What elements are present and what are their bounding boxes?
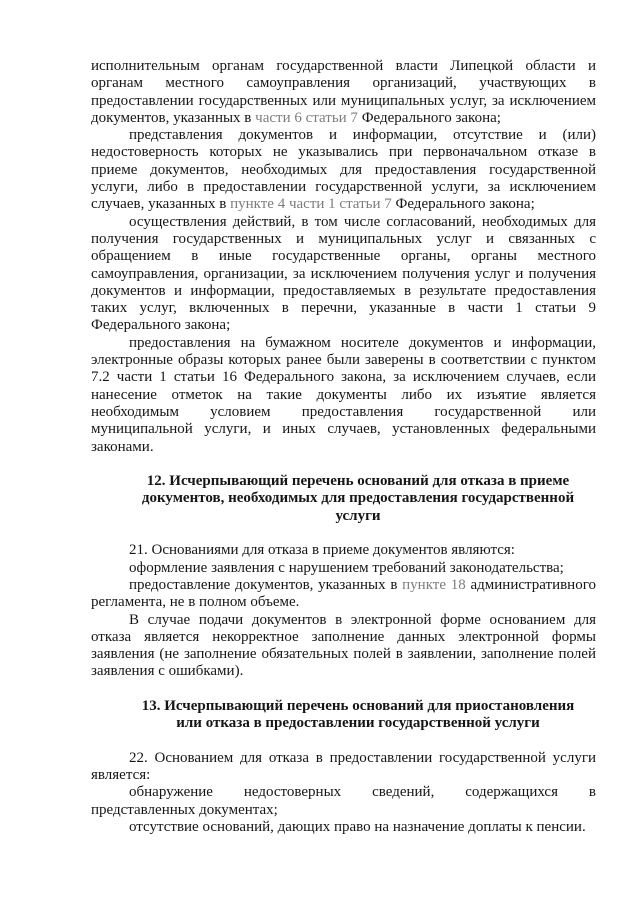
section-heading-line: или отказа в предоставлении государственной услуги — [176, 715, 540, 732]
body-text-line — [91, 110, 596, 127]
text-fragment: Федерального закона; — [357, 109, 501, 126]
body-text-line: получения государственных и муниципальных услуг и связанных с — [91, 230, 596, 247]
body-text-line: законами. — [91, 438, 154, 455]
paragraph-ground-no-entitlement — [91, 819, 596, 836]
law-reference-link[interactable]: части 6 статьи 7 — [255, 109, 358, 126]
body-text-line: 22. Основанием для отказа в предоставлении государственной услуги — [129, 749, 596, 766]
paragraph-documents-information — [91, 127, 596, 213]
body-text-line: муниципальной услуги, и иных случаев, установленных федеральными — [91, 421, 596, 438]
paragraph-actions — [91, 214, 596, 335]
paragraph-continuation — [91, 58, 596, 127]
body-text-line: приеме документов, необходимых для предоставления государственной — [91, 161, 596, 178]
text-fragment: предоставление документов, указанных в — [129, 576, 403, 593]
text-fragment: Федерального закона; — [391, 196, 535, 213]
body-text-line: представленных документах; — [91, 801, 278, 818]
body-text-line: Федерального закона; — [91, 317, 231, 334]
body-text-line: В случае подачи документов в электронной форме основанием для — [129, 611, 596, 628]
section-heading-line: услуги — [335, 507, 381, 524]
body-text-line: самоуправления, организации, за исключением получения услуг и получения — [91, 265, 596, 282]
paragraph-ground-incomplete — [91, 577, 596, 612]
paragraph-ground-false-information — [91, 784, 596, 819]
paragraph-paper-documents — [91, 335, 596, 456]
body-text-line: электронные образы которых ранее были заверены в соответствии с пунктом — [91, 352, 596, 369]
section-heading-line: 12. Исчерпывающий перечень оснований для отказа в приеме — [146, 473, 570, 490]
body-text-line: недостоверность которых не указывались при первоначальном отказе в — [91, 144, 596, 161]
body-text-line: заявления с ошибками). — [91, 663, 244, 680]
section-12-heading — [91, 473, 596, 525]
body-text-line: предоставлении государственных или муниципальных услуг, за исключением — [91, 92, 596, 109]
text-fragment: случаев, указанных в — [91, 196, 231, 213]
paragraph-item-21 — [91, 542, 596, 559]
section-13-heading — [91, 698, 596, 733]
body-text-line: документов и информации, предоставляемых в результате предоставления — [91, 282, 596, 299]
paragraph-item-22 — [91, 750, 596, 785]
section-heading-line: документов, необходимых для предоставления государственной — [141, 490, 575, 507]
body-text-line: предоставления на бумажном носителе документов и информации, — [129, 334, 596, 351]
paragraph-electronic-form — [91, 612, 596, 681]
text-fragment: документов, указанных в — [91, 109, 256, 126]
body-text-line: отказа является некорректное заполнение данных электронной формы — [91, 628, 596, 645]
body-text-line: нанесение отметок на такие документы либо их изъятие является — [91, 386, 596, 403]
section-heading-line: 13. Исчерпывающий перечень оснований для приостановления — [141, 697, 575, 714]
body-text-line: обнаружение недостоверных сведений, содержащихся в — [129, 784, 596, 801]
body-text-line: является: — [91, 767, 151, 784]
body-text-line: оформление заявления с нарушением требований законодательства; — [129, 559, 564, 576]
body-text-line: отсутствие оснований, дающих право на назначение доплаты к пенсии. — [129, 819, 586, 836]
body-text-line: осуществления действий, в том числе согласований, необходимых для — [129, 213, 596, 230]
body-text-line: обращением в иные государственные органы, органы местного — [91, 248, 596, 265]
body-text-line: 7.2 части 1 статьи 16 Федерального закона, за исключением случаев, если — [91, 369, 596, 386]
body-text-line: представления документов и информации, отсутствие и (или) — [129, 127, 596, 144]
body-text-line: 21. Основаниями для отказа в приеме документов являются: — [129, 542, 515, 559]
document-page — [91, 58, 596, 836]
law-reference-link[interactable]: пункте 4 части 1 статьи 7 — [230, 196, 392, 213]
body-text-line: органам местного самоуправления организаций, участвующих в — [91, 75, 596, 92]
blank-line — [91, 525, 596, 542]
text-fragment: административного — [465, 576, 596, 593]
body-text-line: заявления (не заполнение обязательных полей в заявлении, заполнение полей — [91, 646, 596, 663]
body-text-line — [91, 577, 596, 594]
body-text-line: необходимым условием предоставления государственной или — [91, 403, 596, 420]
body-text-line: услуги, либо в предоставлении государственной услуги, за исключением — [91, 179, 596, 196]
paragraph-ground-form-violation — [91, 560, 596, 577]
body-text-line: регламента, не в полном объеме. — [91, 594, 300, 611]
blank-line — [91, 681, 596, 698]
regulation-reference-link[interactable]: пункте 18 — [402, 576, 466, 593]
blank-line — [91, 456, 596, 473]
blank-line — [91, 733, 596, 750]
body-text-line — [91, 196, 596, 213]
body-text-line: таких услуг, включенных в перечни, указанные в части 1 статьи 9 — [91, 300, 596, 317]
body-text-line: исполнительным органам государственной власти Липецкой области и — [91, 58, 596, 74]
